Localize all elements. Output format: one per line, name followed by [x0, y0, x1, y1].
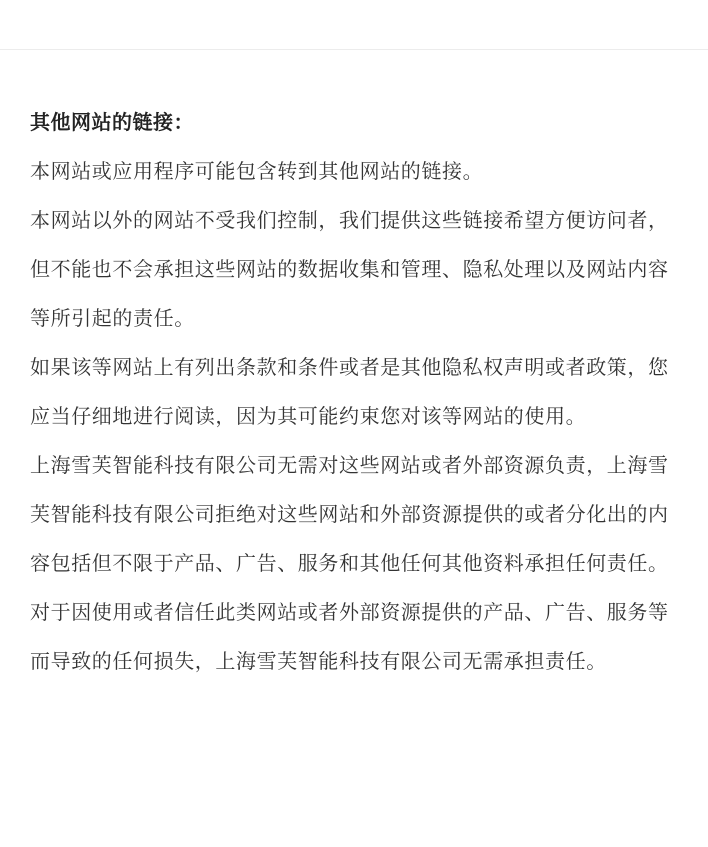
paragraph-links-intro: 本网站或应用程序可能包含转到其他网站的链接。 — [30, 159, 484, 183]
paragraph-disclaimer-content: 上海雪芙智能科技有限公司无需对这些网站或者外部资源负责，上海雪芙智能科技有限公司拒绝对这些网站和外部资源提供的或者分化出的内容包括但不限于产品、广告、服务和其他任何其他资料承担任何责任。 — [30, 453, 669, 575]
paragraph-third-party-terms: 如果该等网站上有列出条款和条件或者是其他隐私权声明或者政策，您应当仔细地进行阅读，因为其可能约束您对该等网站的使用。 — [30, 355, 669, 428]
paragraph-no-control: 本网站以外的网站不受我们控制，我们提供这些链接希望方便访问者，但不能也不会承担这些网站的数据收集和管理、隐私处理以及网站内容等所引起的责任。 — [30, 208, 669, 330]
policy-section — [30, 98, 680, 686]
top-divider — [0, 49, 708, 50]
section-title: 其他网站的链接： — [30, 110, 194, 134]
paragraph-disclaimer-loss: 对于因使用或者信任此类网站或者外部资源提供的产品、广告、服务等而导致的任何损失，上海雪芙智能科技有限公司无需承担责任。 — [30, 600, 669, 673]
